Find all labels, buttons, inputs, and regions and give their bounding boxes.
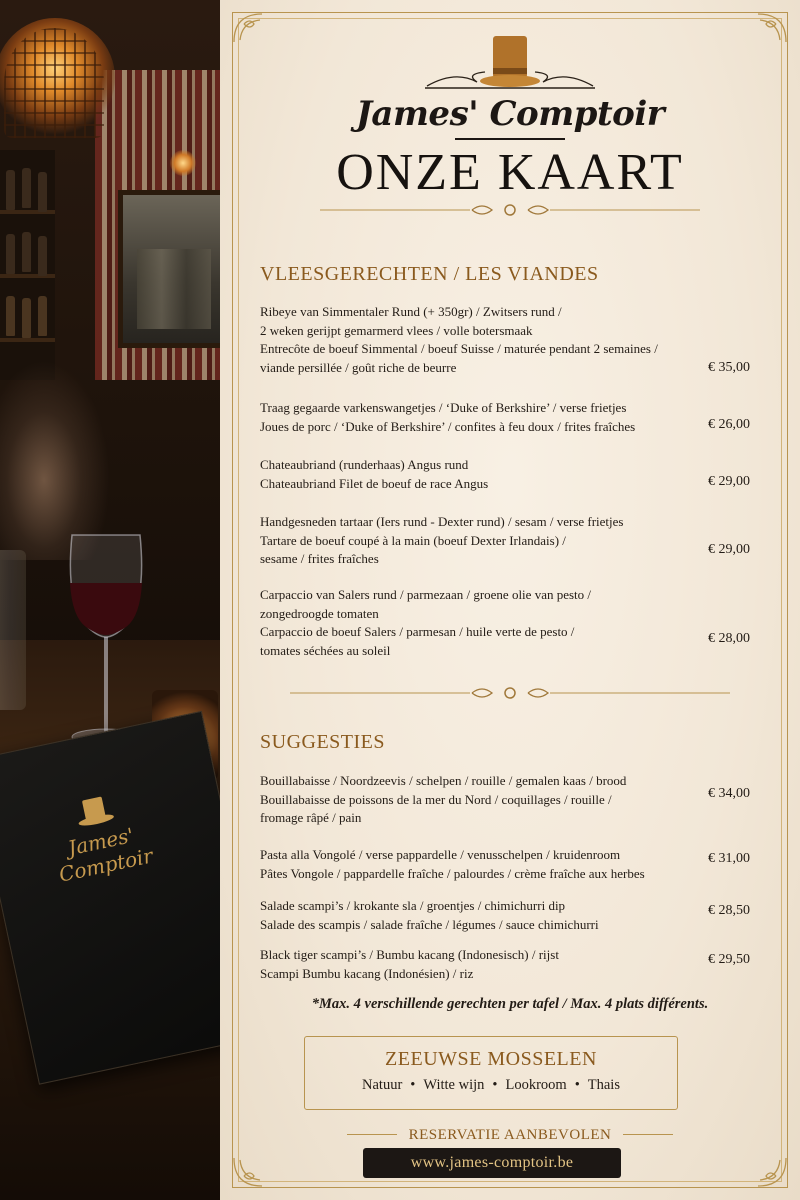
dish-price: € 29,50 (708, 952, 750, 967)
dish-description: Pasta alla Vongolé / verse pappardelle / venusschelpen / kruidenroom Pâtes Vongole / pappardelle fraîche / palourdes / crème fraîche aux herbes (260, 847, 645, 881)
brand-name: James' Comptoir (355, 94, 665, 134)
dish-price: € 34,00 (708, 786, 750, 801)
dish-description: Salade scampi’s / krokante sla / groentjes / chimichurri dip Salade des scampis / salade fraîche / légumes / sauce chimichurri (260, 898, 599, 932)
mussels-option: Thais (587, 1077, 620, 1093)
page-title: ONZE KAART (336, 144, 684, 201)
dish-item (260, 846, 760, 883)
mussels-option: Witte wijn (423, 1077, 485, 1093)
website-link[interactable]: www.james-comptoir.be (363, 1148, 621, 1178)
dish-description: Black tiger scampi’s / Bumbu kacang (Indonesisch) / rijst Scampi Bumbu kacang (Indonésien) / riz (260, 947, 559, 981)
dish-description: Traag gegaarde varkenswangetjes / ‘Duke of Berkshire’ / verse frietjes Joues de porc / ‘Duke of Berkshire’ / confites à feu doux / frites fraîches (260, 400, 636, 434)
dish-price: € 28,00 (708, 631, 750, 646)
dish-description: Bouillabaisse / Noordzeevis / schelpen / rouille / gemalen kaas / brood Bouillabaisse de poissons de la mer du Nord / coquillages / rouille / fromage râpé / pain (260, 773, 627, 826)
mussels-title: ZEEUWSE MOSSELEN (385, 1048, 597, 1070)
dish-item (260, 513, 760, 569)
top-hat-icon (72, 792, 117, 830)
table-limit-note: *Max. 4 verschillende gerechten per tafel / Max. 4 plats différents. (311, 996, 709, 1012)
reservation-banner (220, 1124, 800, 1144)
dish-description: Carpaccio van Salers rund / parmezaan / groene olie van pesto / zongedroogde tomaten Carpaccio de boeuf Salers / parmesan / huile verte de pesto / tomates séchées au soleil (260, 587, 592, 658)
dish-item (260, 303, 760, 377)
dish-price: € 26,00 (708, 417, 750, 432)
dish-description: Ribeye van Simmentaler Rund (+ 350gr) / Zwitsers rund / 2 weken gerijpt gemarmerd vlees / volle botersmaak Entrecôte de boeuf Simmental / boeuf Suisse / maturée pendant 2 semaines / viande persillée / goût riche de beurre (260, 304, 658, 375)
restaurant-photo (0, 0, 220, 1200)
corner-flourish-icon (230, 1154, 266, 1190)
top-hat-logo-icon (415, 34, 605, 92)
dish-item (260, 772, 760, 828)
mussels-option: Lookroom (505, 1077, 567, 1093)
dish-price: € 29,00 (708, 474, 750, 489)
dish-price: € 29,00 (708, 542, 750, 557)
section-title-meat: VLEESGERECHTEN / LES VIANDES (260, 263, 599, 285)
mussels-option: Natuur (362, 1077, 403, 1093)
rule (347, 1134, 397, 1135)
dish-item (260, 586, 760, 660)
ornament-divider-icon (290, 684, 730, 702)
pendant-lamp-icon (4, 28, 104, 138)
menu-header (220, 34, 800, 219)
book-brand-text: James' Comptoir (56, 822, 155, 887)
framed-photo (118, 190, 220, 348)
dish-item (260, 946, 760, 983)
closed-menu-book (0, 711, 220, 1085)
wine-glass-icon (62, 525, 150, 755)
dish-price: € 35,00 (708, 360, 750, 375)
menu-paper (220, 0, 800, 1200)
dish-price: € 31,00 (708, 851, 750, 866)
reservation-text: RESERVATIE AANBEVOLEN (408, 1127, 612, 1143)
dish-item (260, 399, 760, 436)
glass-vase (0, 550, 26, 710)
wall-sconce-icon (170, 150, 196, 176)
dish-description: Chateaubriand (runderhaas) Angus rund Chateaubriand Filet de boeuf de race Angus (260, 457, 489, 491)
dish-item (260, 456, 760, 493)
mussels-box (304, 1036, 678, 1110)
ornament-divider-icon (320, 201, 700, 219)
section-title-suggestions: SUGGESTIES (260, 731, 386, 753)
bottle-shelf (0, 150, 55, 380)
mussels-options: Natuur • Witte wijn • Lookroom • Thais (362, 1077, 620, 1093)
dish-price: € 28,50 (708, 903, 750, 918)
dish-description: Handgesneden tartaar (Iers rund - Dexter rund) / sesam / verse frietjes Tartare de boeuf coupé à la main (boeuf Dexter Irlandais) / sesame / frites fraîches (260, 514, 624, 567)
dish-item (260, 897, 760, 934)
rule (623, 1134, 673, 1135)
corner-flourish-icon (754, 1154, 790, 1190)
brand-underline (455, 138, 565, 140)
